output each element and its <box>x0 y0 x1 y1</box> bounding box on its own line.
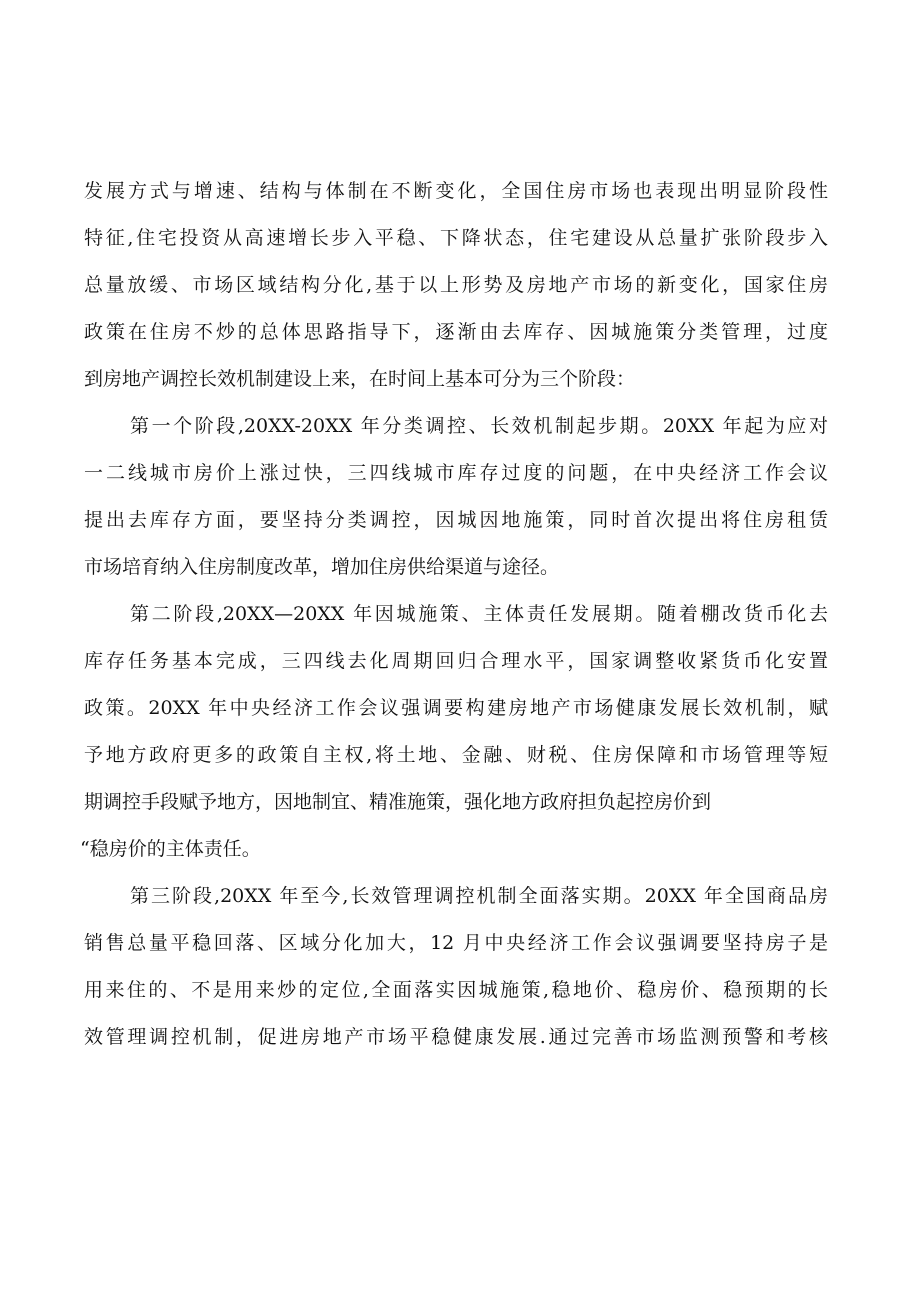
document-body <box>80 168 828 1061</box>
text-line: “稳房价的主体责任。 <box>80 838 261 860</box>
text-line: 市场培育纳入住房制度改革，增加住房供给渠道与途径。 <box>84 556 560 578</box>
text-line: 一二线城市房价上涨过快，三四线城市库存过度的问题，在中央经济工作会议 <box>84 462 828 484</box>
text-line: 到房地产调控长效机制建设上来，在时间上基本可分为三个阶段： <box>84 368 636 390</box>
text-line: 第一个阶段,20XX-20XX 年分类调控、长效机制起步期。20XX 年起为应对 <box>130 415 828 437</box>
text-line: 政策在住房不炒的总体思路指导下，逐渐由去库存、因城施策分类管理，过度 <box>84 321 828 343</box>
paragraph-stage-three <box>84 873 828 1061</box>
text-line: 发展方式与增速、结构与体制在不断变化，全国住房市场也表现出明显阶段性 <box>84 180 828 202</box>
text-line: 第二阶段,20XX—20XX 年因城施策、主体责任发展期。随着棚改货币化去 <box>130 603 828 625</box>
text-line: 提出去库存方面，要坚持分类调控，因城因地施策，同时首次提出将住房租赁 <box>84 509 828 531</box>
text-line: 总量放缓、市场区域结构分化,基于以上形势及房地产市场的新变化，国家住房 <box>84 274 828 296</box>
text-line: 特征,住宅投资从高速增长步入平稳、下降状态，住宅建设从总量扩张阶段步入 <box>84 227 828 249</box>
text-line: 用来住的、不是用来炒的定位,全面落实因城施策,稳地价、稳房价、稳预期的长 <box>84 979 828 1001</box>
text-line: 库存任务基本完成，三四线去化周期回归合理水平，国家调整收紧货币化安置 <box>84 650 828 672</box>
paragraph-intro <box>84 168 828 403</box>
text-line: 予地方政府更多的政策自主权,将土地、金融、财税、住房保障和市场管理等短 <box>84 744 828 766</box>
text-line: 效管理调控机制，促进房地产市场平稳健康发展.通过完善市场监测预警和考核 <box>84 1026 828 1048</box>
text-line: 期调控手段赋予地方，因地制宜、精准施策，强化地方政府担负起控房价到 <box>84 791 712 813</box>
paragraph-stage-one <box>84 403 828 591</box>
text-line: 第三阶段,20XX 年至今,长效管理调控机制全面落实期。20XX 年全国商品房 <box>130 885 828 907</box>
text-line: 政策。20XX 年中央经济工作会议强调要构建房地产市场健康发展长效机制，赋 <box>84 697 828 719</box>
text-line: 销售总量平稳回落、区域分化加大，12 月中央经济工作会议强调要坚持房子是 <box>84 932 828 954</box>
paragraph-stage-two <box>80 591 828 873</box>
